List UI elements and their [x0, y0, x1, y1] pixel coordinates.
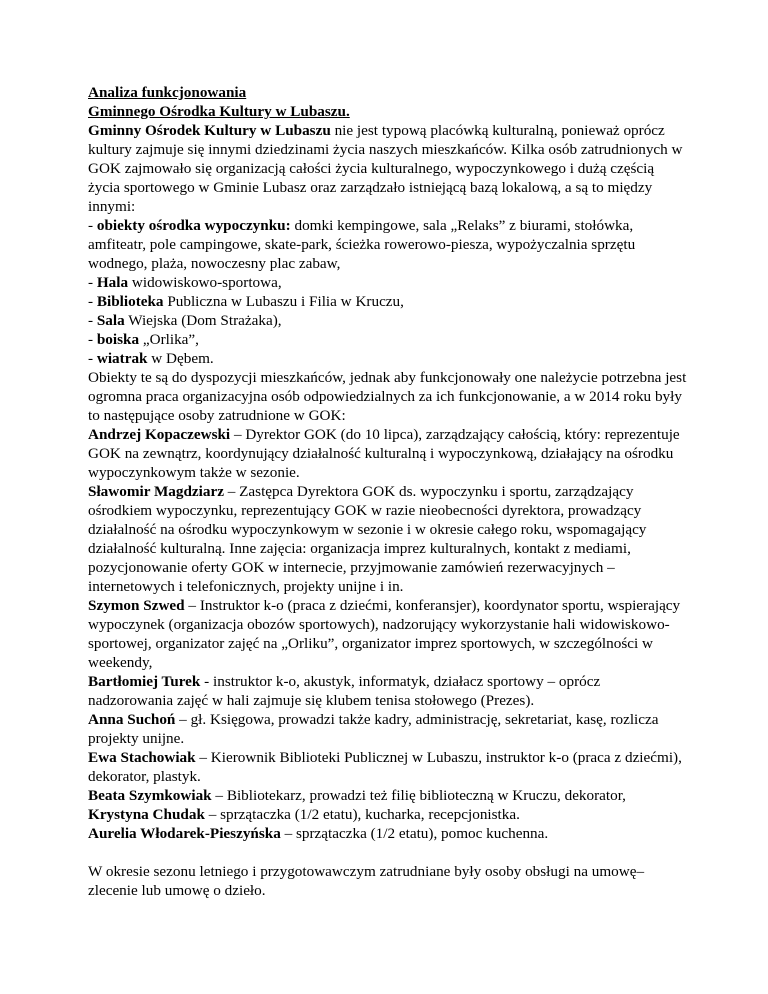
facility-prefix: -: [88, 350, 97, 367]
facility-item: [88, 216, 688, 273]
facility-desc: w Dębem.: [147, 350, 214, 367]
staff-name: Anna Suchoń: [88, 711, 176, 728]
facility-prefix: -: [88, 331, 97, 348]
staff-entry: [88, 710, 688, 748]
intro-text: nie jest typową placówką kulturalną, ponieważ oprócz kultury zajmuje się innymi dziedzinami życia naszych mieszkańców. Kilka osób zatrudnionych w GOK zajmowało się organizacją całości życia kulturalnego, wypoczynkowego i dużą częścią życia sportowego w Gminie Lubasz oraz zarządzało istniejącą bazą lokalową, a są to między innymi:: [88, 122, 683, 215]
staff-name: Bartłomiej Turek: [88, 673, 201, 690]
staff-entry: [88, 786, 688, 824]
staff-role: – Instruktor k-o (praca z dziećmi, konferansjer), koordynator sportu, wspierający wypoczynek (organizacja obozów sportowych), nadzorujący wykorzystanie hali widowiskowo-sportowej, organizator zajęć na „Orliku”, organizator imprez sportowych, w szczególności w weekendy,: [88, 597, 681, 671]
staff-name: Beata Szymkowiak: [88, 787, 212, 804]
staff-role: – Zastępca Dyrektora GOK ds. wypoczynku i sportu, zarządzający ośrodkiem wypoczynku, reprezentujący GOK w razie nieobecności dyrektora, prowadzący działalność na ośrodku wypoczynkowym w sezonie i w okresie całego roku, wspomagający działalność kulturalną. Inne zajęcia: organizacja imprez kulturalnych, kontakt z mediami, pozycjonowanie oferty GOK w internecie, przyjmowanie zamówień rezerwacyjnych – internetowych i telefonicznych, projekty unijne i in.: [88, 483, 647, 595]
staff-entry: [88, 672, 688, 710]
staff-intro-paragraph: Obiekty te są do dyspozycji mieszkańców, jednak aby funkcjonowały one należycie potrzebna jest ogromna praca organizacyjna osób odpowiedzialnych za ich funkcjonowanie, a w 2014 roku były to następujące osoby zatrudnione w GOK:: [88, 369, 687, 424]
staff-name: Szymon Szwed: [88, 597, 185, 614]
staff-role: – gł. Księgowa, prowadzi także kadry, administrację, sekretariat, kasę, rozlicza projekty unijne.: [88, 711, 659, 747]
intro-bold: Gminny Ośrodek Kultury w Lubaszu: [88, 122, 331, 139]
facility-item: [88, 292, 688, 311]
closing-paragraph: W okresie sezonu letniego i przygotowawczym zatrudniane były osoby obsługi na umowę–zlecenie lub umowę o dzieło.: [88, 863, 645, 899]
staff-role: - instruktor k-o, akustyk, informatyk, działacz sportowy – oprócz nadzorowania zajęć w hali zajmuje się klubem tenisa stołowego (Prezes).: [88, 673, 601, 709]
paragraph-spacer: [88, 843, 688, 862]
staff-name: Sławomir Magdziarz: [88, 483, 224, 500]
staff-entry: [88, 824, 688, 843]
facility-prefix: -: [88, 274, 97, 291]
staff-role: – Bibliotekarz, prowadzi też filię biblioteczną w Kruczu, dekorator,: [211, 787, 626, 804]
facility-prefix: -: [88, 217, 97, 234]
facility-desc: domki kempingowe, sala „Relaks” z biurami, stołówka, amfiteatr, pole campingowe, skate-park, ścieżka rowerowo-piesza, wypożyczalnia sprzętu wodnego, plaża, nowoczesny plac zabaw,: [88, 217, 636, 272]
facility-desc: widowiskowo-sportowa,: [128, 274, 282, 291]
staff-entry: [88, 596, 688, 672]
document-page: [88, 83, 688, 900]
staff-entry: [88, 748, 688, 786]
staff-role: – sprzątaczka (1/2 etatu), kucharka, recepcjonistka.: [204, 806, 520, 823]
facility-prefix: -: [88, 293, 97, 310]
facility-desc: Publiczna w Lubaszu i Filia w Kruczu,: [163, 293, 404, 310]
facility-desc: „Orlika”,: [139, 331, 199, 348]
facility-desc: Wiejska (Dom Strażaka),: [124, 312, 282, 329]
intro-paragraph: [88, 121, 688, 216]
staff-role: – Kierownik Biblioteki Publicznej w Lubaszu, instruktor k-o (praca z dziećmi), dekorator, plastyk.: [88, 749, 682, 785]
document-title-line-2: Gminnego Ośrodka Kultury w Lubaszu.: [88, 103, 350, 120]
staff-entry: [88, 482, 688, 596]
staff-name: Andrzej Kopaczewski: [88, 426, 231, 443]
staff-entry: [88, 425, 688, 482]
facility-item: [88, 273, 688, 292]
facility-name: Biblioteka: [96, 293, 164, 310]
staff-name: Ewa Stachowiak: [88, 749, 196, 766]
facility-item: [88, 330, 688, 349]
facility-item: [88, 311, 688, 330]
facility-name: Sala: [96, 312, 125, 329]
staff-name: Krystyna Chudak: [88, 806, 205, 823]
facility-prefix: -: [88, 312, 97, 329]
staff-role: – Dyrektor GOK (do 10 lipca), zarządzający całością, który: reprezentuje GOK na zewnątrz, koordynujący działalność kulturalną i wypoczynkową, działający na ośrodku wypoczynkowym także w sezonie.: [88, 426, 680, 481]
staff-role: – sprzątaczka (1/2 etatu), pomoc kuchenna.: [280, 825, 549, 842]
facility-name: wiatrak: [96, 350, 148, 367]
facility-name: Hala: [96, 274, 129, 291]
facility-item: [88, 349, 688, 368]
facility-name: boiska: [96, 331, 140, 348]
facility-name: obiekty ośrodka wypoczynku:: [96, 217, 291, 234]
document-title-line-1: Analiza funkcjonowania: [88, 84, 247, 101]
staff-name: Aurelia Włodarek-Pieszyńska: [88, 825, 281, 842]
